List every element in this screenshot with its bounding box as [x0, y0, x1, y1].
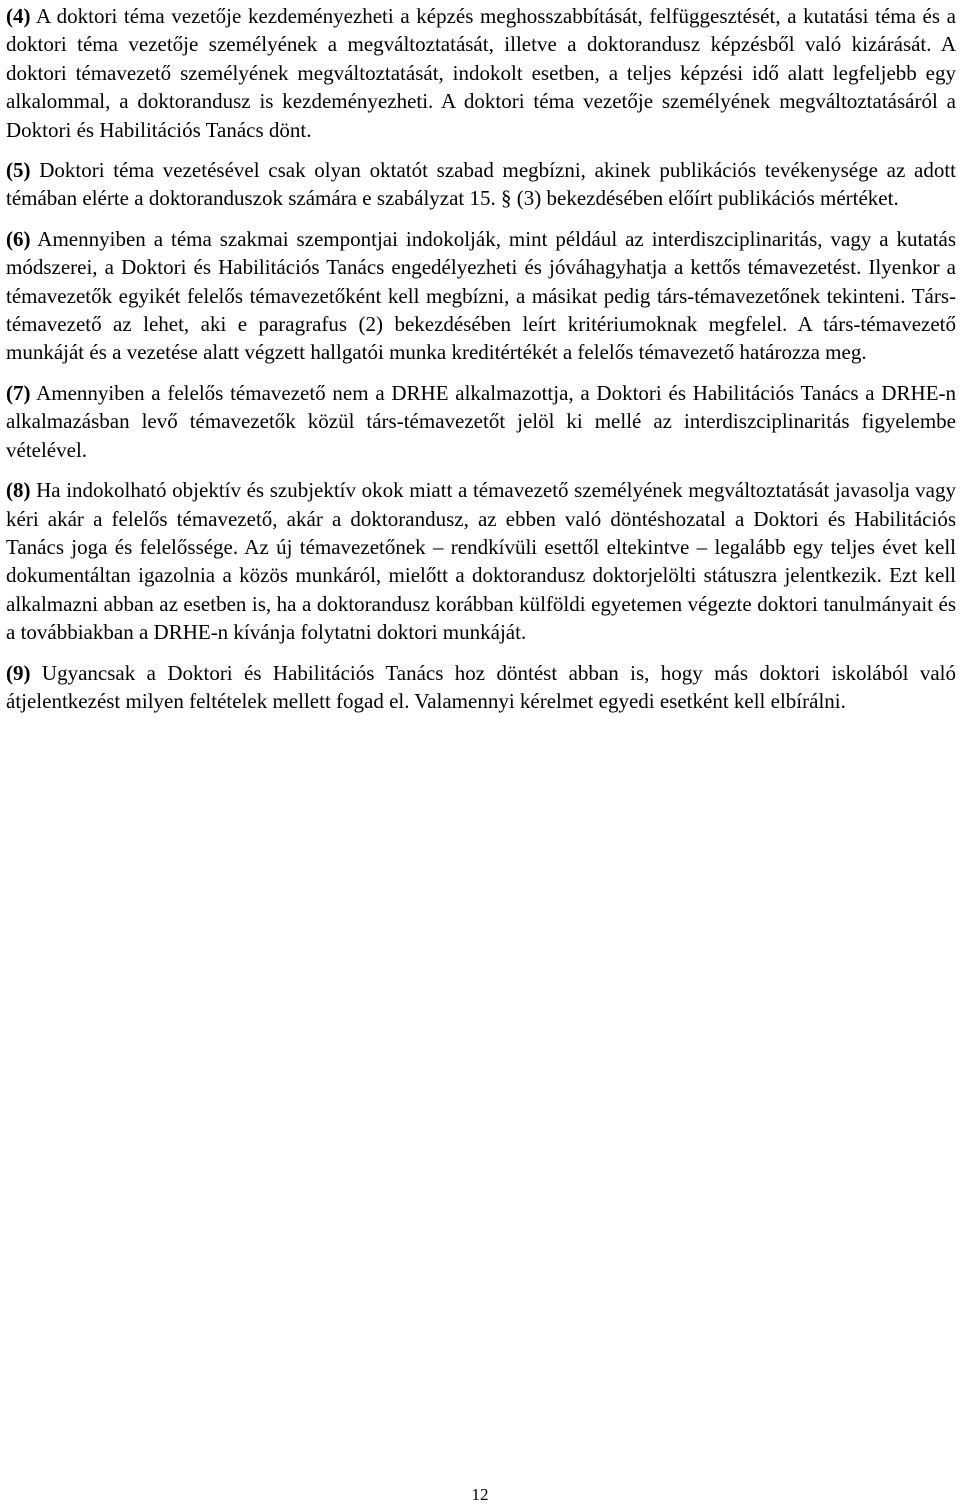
- paragraph-text: Ugyancsak a Doktori és Habilitációs Tanács hoz döntést abban is, hogy más doktori iskolából való átjelentkezést milyen feltételek mellett fogad el. Valamennyi kérelmet egyedi esetként kell elbírálni.: [6, 660, 957, 713]
- paragraph-text: Ha indokolható objektív és szubjektív okok miatt a témavezető személyének megváltoztatását javasolja vagy kéri akár a felelős témavezető, akár a doktorandusz, az ebben való döntéshozatal a Doktori és Habilitációs Tanács joga és felelőssége. Az új témavezetőnek – rendkívüli esettől eltekintve – legalább egy teljes évet kell dokumentáltan igazolnia a közös munkáról, mielőtt a doktorandusz doktorjelölti státuszra jelentkezik. Ezt kell alkalmazni abban az esetben is, ha a doktorandusz korábban külföldi egyetemen végezte doktori tanulmányait és a továbbiakban a DRHE-n kívánja folytatni doktori munkáját.: [6, 478, 957, 645]
- paragraph-6: [6, 225, 956, 367]
- paragraph-text: Amennyiben a téma szakmai szempontjai indokolják, mint például az interdiszciplinaritás, vagy a kutatás módszerei, a Doktori és Habilitációs Tanács engedélyezheti és jóváhagyhatja a kettős témavezetést. Ilyenkor a témavezetők egyikét felelős témavezetőként kell megbízni, a másikat pedig társ-témavezetőnek tekinteni. Társ-témavezető az lehet, aki e paragrafus (2) bekezdésében leírt kritériumoknak megfelel. A társ-témavezető munkáját és a vezetése alatt végzett hallgatói munka kreditértékét a felelős témavezető határozza meg.: [6, 226, 957, 365]
- paragraph-9: [6, 659, 956, 716]
- paragraph-7: [6, 379, 956, 464]
- page-number: 12: [471, 1485, 489, 1504]
- paragraph-number: (4): [6, 4, 31, 28]
- paragraph-number: (5): [6, 158, 31, 183]
- paragraph-number: (6): [6, 226, 31, 251]
- document-page: [6, 0, 956, 715]
- paragraph-number: (7): [6, 380, 31, 405]
- paragraph-text: Doktori téma vezetésével csak olyan oktatót szabad megbízni, akinek publikációs tevékenysége az adott témában elérte a doktoranduszok számára e szabályzat 15. § (3) bekezdésében előírt publikációs mértéket.: [6, 158, 957, 211]
- paragraph-4: [6, 0, 956, 144]
- paragraph-number: (8): [6, 478, 31, 503]
- paragraph-text: A doktori téma vezetője kezdeményezheti a képzés meghosszabbítását, felfüggesztését, a kutatási téma és a doktori téma vezetője személyének a megváltoztatását, illetve a doktorandusz képzésből való kizárását. A doktori témavezető személyének megváltoztatását, indokolt esetben, a teljes képzési idő alatt legfeljebb egy alkalommal, a doktorandusz is kezdeményezheti. A doktori téma vezetője személyének megváltoztatásáról a Doktori és Habilitációs Tanács dönt.: [6, 4, 957, 142]
- paragraph-8: [6, 476, 956, 646]
- paragraph-text: Amennyiben a felelős témavezető nem a DRHE alkalmazottja, a Doktori és Habilitációs Tanács a DRHE-n alkalmazásban levő témavezetők közül társ-témavezetőt jelöl ki mellé az interdiszciplinaritás figyelembe vételével.: [6, 380, 957, 462]
- paragraph-5: [6, 156, 956, 213]
- paragraph-number: (9): [6, 660, 31, 685]
